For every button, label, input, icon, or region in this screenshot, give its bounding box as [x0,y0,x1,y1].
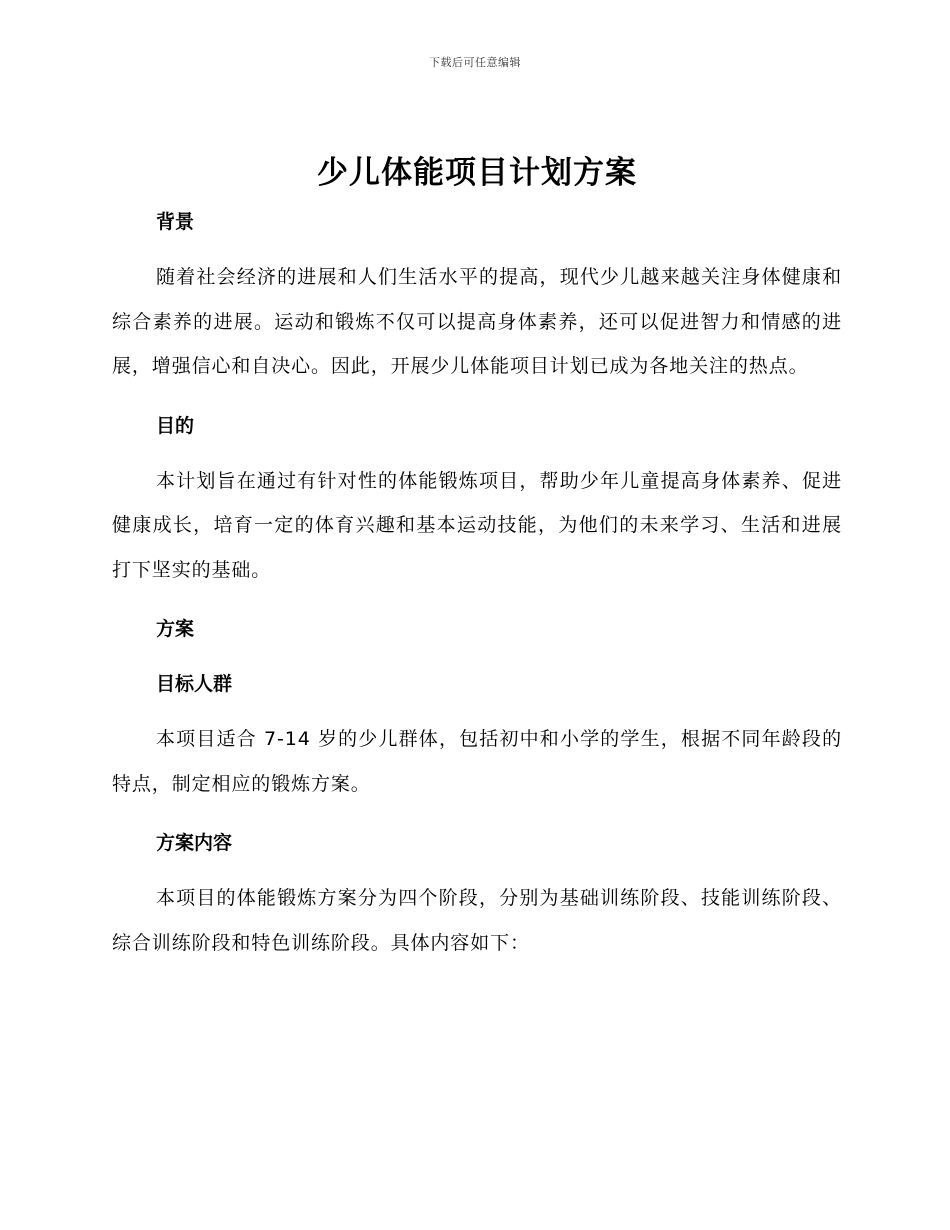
section-heading-target: 目标人群 [156,673,233,695]
section-text-content: 本项目的体能锻炼方案分为四个阶段，分别为基础训练阶段、技能训练阶段、综合训练阶段和特色训练阶段。具体内容如下： [112,887,842,954]
section-text-purpose: 本计划旨在通过有针对性的体能锻炼项目，帮助少年儿童提高身体素养、促进健康成长，培育一定的体育兴趣和基本运动技能，为他们的未来学习、生活和进展打下坚实的基础。 [112,469,842,581]
document-body [112,140,842,965]
header-note: 下载后可任意编辑 [429,56,521,69]
section-heading-background: 背景 [156,211,195,233]
section-text-background: 随着社会经济的进展和人们生活水平的提高，现代少儿越来越关注身体健康和综合素养的进展。运动和锻炼不仅可以提高身体素养，还可以促进智力和情感的进展，增强信心和自决心。因此，开展少儿体能项目计划已成为各地关注的热点。 [112,266,842,377]
section-heading-plan: 方案 [156,618,195,640]
document-title: 少儿体能项目计划方案 [317,155,637,191]
section-heading-content: 方案内容 [156,832,233,854]
section-text-target: 本项目适合 7-14 岁的少儿群体，包括初中和小学的学生，根据不同年龄段的特点，制定相应的锻炼方案。 [112,728,842,795]
section-heading-purpose: 目的 [156,414,195,437]
